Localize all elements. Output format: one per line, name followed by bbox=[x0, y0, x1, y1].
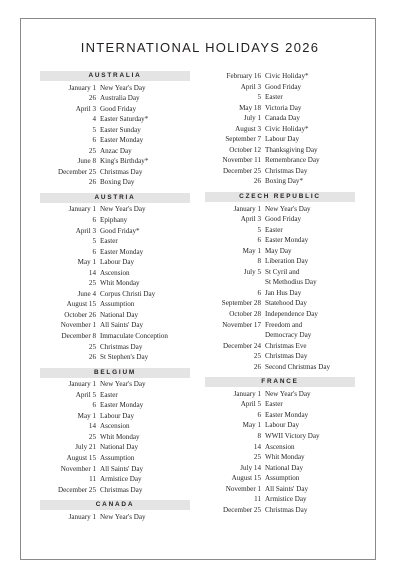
holiday-name: National Day bbox=[265, 463, 304, 472]
holiday-date: April 3 bbox=[240, 82, 261, 91]
holiday-name: All Saints' Day bbox=[100, 464, 144, 473]
holiday-row bbox=[205, 473, 355, 484]
holiday-name: Christmas Day bbox=[100, 167, 143, 176]
holiday-name: Assumption bbox=[100, 454, 135, 462]
holiday-row bbox=[205, 362, 355, 373]
holiday-row bbox=[205, 277, 355, 288]
holiday-row bbox=[40, 114, 190, 125]
holiday-name: Christmas Day bbox=[100, 485, 143, 494]
holiday-name: New Year's Day bbox=[100, 83, 146, 92]
holiday-row bbox=[205, 103, 355, 114]
holiday-name: Whit Monday bbox=[265, 453, 305, 462]
holiday-name: New Year's Day bbox=[100, 380, 146, 389]
holiday-name: Immaculate Conception bbox=[100, 332, 168, 341]
holiday-date: 25 bbox=[88, 342, 96, 351]
holiday-row bbox=[205, 505, 355, 516]
holiday-date: 6 bbox=[257, 236, 261, 245]
holiday-date: May 1 bbox=[242, 421, 261, 430]
holiday-row bbox=[40, 411, 190, 422]
holiday-row bbox=[40, 310, 190, 321]
holiday-row bbox=[205, 309, 355, 320]
holiday-date: August 15 bbox=[66, 300, 96, 309]
holiday-date: September 7 bbox=[225, 135, 261, 144]
holiday-date: April 3 bbox=[75, 104, 96, 113]
holiday-name: Christmas Eve bbox=[265, 341, 307, 350]
holiday-row bbox=[205, 235, 355, 246]
holiday-name: St Stephen's Day bbox=[100, 353, 149, 362]
holiday-date: 26 bbox=[253, 177, 261, 186]
holiday-row bbox=[205, 431, 355, 442]
holiday-date: August 15 bbox=[66, 454, 96, 462]
holiday-name: Good Friday bbox=[100, 104, 137, 113]
holiday-date: August 15 bbox=[231, 474, 261, 483]
holiday-date: 25 bbox=[88, 279, 96, 288]
holiday-name: National Day bbox=[100, 310, 139, 319]
section-canada bbox=[40, 500, 190, 522]
country-header: AUSTRALIA bbox=[40, 71, 190, 81]
section-belgium bbox=[40, 368, 190, 496]
holiday-name: Good Friday bbox=[265, 82, 302, 91]
holiday-row bbox=[205, 92, 355, 103]
holiday-date: 6 bbox=[92, 216, 96, 225]
holiday-date: 6 bbox=[92, 247, 96, 256]
holiday-row bbox=[40, 512, 190, 523]
holiday-date: November 17 bbox=[222, 320, 261, 329]
holiday-name: Statehood Day bbox=[265, 299, 307, 308]
holiday-name: Easter Monday bbox=[265, 236, 309, 245]
holiday-row bbox=[40, 167, 190, 178]
holiday-row bbox=[40, 226, 190, 237]
holiday-date: 8 bbox=[257, 431, 261, 440]
holiday-name: Labour Day bbox=[265, 135, 300, 144]
holiday-row bbox=[205, 267, 355, 278]
holiday-date: January 1 bbox=[68, 205, 96, 214]
section-australia bbox=[40, 71, 190, 188]
holiday-name: Easter Monday bbox=[100, 401, 144, 410]
holiday-row bbox=[40, 156, 190, 167]
holiday-name: Second Christmas Day bbox=[265, 362, 331, 371]
holiday-name: Easter bbox=[100, 237, 118, 246]
holiday-name: Christmas Day bbox=[265, 166, 308, 175]
holiday-name: Victoria Day bbox=[265, 103, 302, 112]
holiday-row bbox=[205, 494, 355, 505]
holiday-row bbox=[205, 420, 355, 431]
holiday-name: Epiphany bbox=[100, 216, 128, 225]
holiday-row bbox=[205, 225, 355, 236]
holiday-date: January 1 bbox=[68, 380, 96, 389]
page-title: INTERNATIONAL HOLIDAYS 2026 bbox=[80, 40, 320, 55]
holiday-name: Freedom and bbox=[265, 320, 303, 329]
holiday-name: Anzac Day bbox=[100, 146, 132, 155]
holiday-date: 25 bbox=[88, 432, 96, 441]
holiday-row bbox=[205, 176, 355, 187]
holiday-row bbox=[40, 331, 190, 342]
holiday-name: Labour Day bbox=[100, 411, 135, 420]
holiday-date: May 1 bbox=[77, 411, 96, 420]
holiday-name: Christmas Day bbox=[265, 505, 308, 514]
holiday-row bbox=[40, 177, 190, 188]
holiday-row bbox=[40, 474, 190, 485]
holiday-row bbox=[40, 278, 190, 289]
holiday-name: Labour Day bbox=[265, 421, 300, 430]
holiday-name: Christmas Day bbox=[100, 342, 143, 351]
holiday-date: September 28 bbox=[221, 299, 261, 308]
holiday-date: 5 bbox=[257, 225, 261, 234]
holiday-name: Labour Day bbox=[100, 258, 135, 267]
holiday-row bbox=[40, 453, 190, 464]
holiday-date: 26 bbox=[88, 178, 96, 187]
holiday-row bbox=[40, 320, 190, 331]
holiday-name: Boxing Day bbox=[100, 178, 135, 187]
holiday-name: Easter bbox=[265, 400, 283, 409]
holiday-date bbox=[205, 330, 265, 341]
holiday-row bbox=[205, 256, 355, 267]
country-header: AUSTRIA bbox=[40, 193, 190, 203]
holiday-name: Boxing Day* bbox=[265, 177, 304, 186]
holiday-name: Canada Day bbox=[265, 114, 300, 123]
holiday-date: December 25 bbox=[222, 505, 261, 514]
holiday-date: January 1 bbox=[233, 389, 261, 398]
holiday-row bbox=[40, 379, 190, 390]
holiday-date: December 24 bbox=[222, 341, 261, 350]
holiday-row bbox=[40, 390, 190, 401]
holiday-date: October 12 bbox=[229, 145, 261, 154]
left-column bbox=[40, 71, 190, 527]
holiday-date: December 25 bbox=[57, 485, 96, 494]
holiday-name: Ascension bbox=[100, 268, 130, 277]
holiday-row bbox=[205, 389, 355, 400]
holiday-name: King's Birthday* bbox=[100, 157, 149, 166]
holiday-row bbox=[40, 236, 190, 247]
holiday-row bbox=[40, 93, 190, 104]
holiday-name: New Year's Day bbox=[265, 389, 311, 398]
holiday-row bbox=[40, 400, 190, 411]
holiday-row bbox=[205, 288, 355, 299]
holiday-date: November 1 bbox=[225, 484, 261, 493]
holiday-date: 6 bbox=[257, 288, 261, 297]
holiday-date: 14 bbox=[88, 268, 96, 277]
holiday-row bbox=[40, 215, 190, 226]
holiday-name: Armistice Day bbox=[100, 475, 142, 484]
holiday-date: 5 bbox=[257, 93, 261, 102]
holiday-row bbox=[205, 166, 355, 177]
holiday-date: November 1 bbox=[60, 321, 96, 330]
holiday-row bbox=[205, 145, 355, 156]
holiday-date: 6 bbox=[92, 401, 96, 410]
holiday-date: 11 bbox=[89, 475, 96, 484]
holiday-date: April 3 bbox=[75, 226, 96, 235]
holiday-date: July 1 bbox=[243, 114, 261, 123]
section-czech-republic bbox=[205, 192, 355, 372]
holiday-date: October 28 bbox=[229, 309, 261, 318]
holiday-date bbox=[205, 277, 265, 288]
holiday-row bbox=[205, 442, 355, 453]
holiday-row bbox=[205, 320, 355, 331]
holiday-date: December 25 bbox=[57, 167, 96, 176]
holiday-row bbox=[40, 421, 190, 432]
holiday-date: June 4 bbox=[77, 289, 96, 298]
holiday-date: July 5 bbox=[243, 267, 261, 276]
holiday-row bbox=[205, 410, 355, 421]
holiday-row bbox=[40, 432, 190, 443]
holiday-name: Assumption bbox=[100, 300, 135, 309]
holiday-date: 4 bbox=[92, 115, 96, 124]
holiday-row bbox=[205, 298, 355, 309]
holiday-row bbox=[205, 452, 355, 463]
country-header: FRANCE bbox=[205, 377, 355, 387]
holiday-date: 11 bbox=[254, 495, 261, 504]
holiday-row bbox=[40, 204, 190, 215]
holiday-row bbox=[205, 484, 355, 495]
holiday-date: 26 bbox=[253, 362, 261, 371]
holiday-row bbox=[40, 257, 190, 268]
holiday-date: 6 bbox=[257, 410, 261, 419]
holiday-name: Ascension bbox=[100, 422, 130, 431]
holiday-name: Whit Monday bbox=[100, 432, 140, 441]
holiday-name: WWII Victory Day bbox=[265, 431, 320, 440]
holiday-date: 5 bbox=[92, 237, 96, 246]
holiday-date: December 8 bbox=[61, 332, 96, 341]
holiday-date: May 1 bbox=[77, 258, 96, 267]
holiday-name: All Saints' Day bbox=[265, 484, 309, 493]
holiday-date: January 1 bbox=[68, 83, 96, 92]
holiday-date: 25 bbox=[253, 352, 261, 361]
holiday-row bbox=[205, 155, 355, 166]
holiday-date: 8 bbox=[257, 257, 261, 266]
holiday-name: Easter Sunday bbox=[100, 125, 141, 134]
holiday-row bbox=[40, 104, 190, 115]
holiday-date: November 1 bbox=[60, 464, 96, 473]
holiday-name: Independence Day bbox=[265, 309, 318, 318]
country-header: CANADA bbox=[40, 500, 190, 510]
holiday-row bbox=[205, 214, 355, 225]
section-austria bbox=[40, 193, 190, 363]
holiday-name: Ascension bbox=[265, 442, 295, 451]
holiday-date: June 8 bbox=[77, 157, 96, 166]
holiday-name: St Cyril and bbox=[265, 267, 300, 276]
holiday-row bbox=[205, 463, 355, 474]
holiday-date: 26 bbox=[88, 353, 96, 362]
holiday-name: Easter bbox=[100, 390, 118, 399]
country-header: CZECH REPUBLIC bbox=[205, 192, 355, 202]
holiday-row bbox=[40, 289, 190, 300]
holiday-row bbox=[205, 134, 355, 145]
holiday-date: December 25 bbox=[222, 166, 261, 175]
holiday-name: New Year's Day bbox=[100, 512, 146, 521]
holiday-name: National Day bbox=[100, 443, 139, 452]
holiday-date: July 21 bbox=[75, 443, 96, 452]
holiday-name: Easter bbox=[265, 93, 283, 102]
holiday-name: New Year's Day bbox=[265, 204, 311, 213]
holiday-row bbox=[205, 246, 355, 257]
holiday-row bbox=[40, 342, 190, 353]
holiday-row bbox=[205, 204, 355, 215]
holiday-name: Democracy Day bbox=[265, 331, 312, 340]
holiday-name: Good Friday* bbox=[100, 226, 140, 235]
holiday-date: 14 bbox=[253, 442, 261, 451]
holiday-row bbox=[205, 399, 355, 410]
holiday-name: Civic Holiday* bbox=[265, 72, 309, 80]
holiday-row bbox=[40, 442, 190, 453]
holiday-name: Thanksgiving Day bbox=[265, 145, 318, 154]
holiday-name: Easter Saturday* bbox=[100, 115, 149, 124]
holiday-date: April 5 bbox=[240, 400, 261, 409]
holiday-name: New Year's Day bbox=[100, 205, 146, 214]
holiday-row bbox=[205, 113, 355, 124]
holiday-date: 6 bbox=[92, 136, 96, 145]
holiday-date: 5 bbox=[92, 125, 96, 134]
holiday-name: Easter Monday bbox=[265, 410, 309, 419]
holiday-date: July 14 bbox=[240, 463, 261, 472]
holiday-row bbox=[40, 125, 190, 136]
holiday-date: August 3 bbox=[235, 124, 261, 133]
section-continued bbox=[205, 71, 355, 187]
holiday-row bbox=[40, 485, 190, 496]
holiday-name: Easter bbox=[265, 225, 283, 234]
holiday-row bbox=[40, 146, 190, 157]
holiday-row bbox=[40, 268, 190, 279]
holiday-row bbox=[205, 330, 355, 341]
section-france bbox=[205, 377, 355, 515]
holiday-name: St Methodius Day bbox=[265, 278, 317, 287]
holiday-date: November 11 bbox=[222, 156, 261, 165]
holiday-date: 25 bbox=[88, 146, 96, 155]
holiday-row bbox=[40, 299, 190, 310]
holiday-name: All Saints' Day bbox=[100, 321, 144, 330]
holiday-date: February 16 bbox=[226, 72, 261, 80]
right-column bbox=[205, 71, 355, 520]
holiday-row bbox=[205, 351, 355, 362]
holiday-row bbox=[40, 135, 190, 146]
holiday-row bbox=[40, 83, 190, 94]
holiday-date: January 1 bbox=[68, 512, 96, 521]
holiday-date: 14 bbox=[88, 422, 96, 431]
holiday-row bbox=[40, 247, 190, 258]
holiday-name: May Day bbox=[265, 246, 292, 255]
holiday-name: Whit Monday bbox=[100, 279, 140, 288]
holiday-row bbox=[205, 341, 355, 352]
holiday-name: Assumption bbox=[265, 474, 300, 483]
holiday-date: January 1 bbox=[233, 204, 261, 213]
holiday-date: April 5 bbox=[75, 390, 96, 399]
holiday-date: April 3 bbox=[240, 215, 261, 224]
holiday-name: Corpus Christi Day bbox=[100, 289, 156, 298]
holiday-row bbox=[40, 464, 190, 475]
holiday-name: Christmas Day bbox=[265, 352, 308, 361]
holiday-name: Civic Holiday* bbox=[265, 124, 309, 133]
holiday-row bbox=[40, 352, 190, 363]
country-header: BELGIUM bbox=[40, 368, 190, 378]
holiday-date: May 18 bbox=[239, 103, 261, 112]
holiday-date: May 1 bbox=[242, 246, 261, 255]
holiday-name: Liberation Day bbox=[265, 257, 309, 266]
holiday-name: Jan Hus Day bbox=[265, 288, 302, 297]
holiday-name: Australia Day bbox=[100, 94, 140, 103]
holiday-row bbox=[205, 82, 355, 93]
holiday-name: Easter Monday bbox=[100, 247, 144, 256]
holiday-date: 25 bbox=[253, 453, 261, 462]
holiday-name: Easter Monday bbox=[100, 136, 144, 145]
holiday-row bbox=[205, 71, 355, 82]
holiday-date: October 26 bbox=[64, 310, 96, 319]
holiday-name: Remembrance Day bbox=[265, 156, 320, 165]
holiday-date: 26 bbox=[88, 94, 96, 103]
holiday-name: Good Friday bbox=[265, 215, 302, 224]
holiday-row bbox=[205, 124, 355, 135]
holiday-name: Armistice Day bbox=[265, 495, 307, 504]
